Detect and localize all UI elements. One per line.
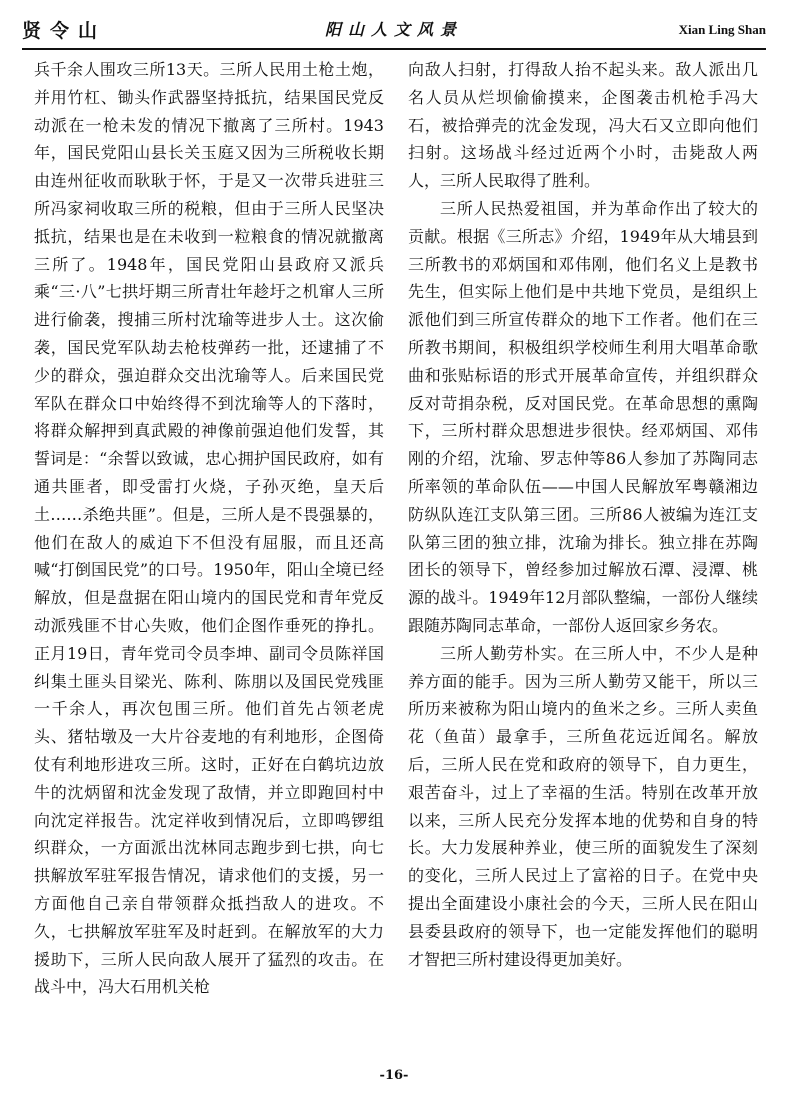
- header-rule: [22, 48, 766, 50]
- right-column: [408, 56, 758, 973]
- paragraph: 三所人民热爱祖国，并为革命作出了较大的贡献。根据《三所志》介绍，1949年从大埔县到三所教书的邓炳国和邓伟刚，他们名义上是教书先生，但实际上他们是中共地下党员，是组织上派他们到三所宣传群众的地下工作者。他们在三所教书期间，积极组织学校师生利用大唱革命歌曲和张贴标语的形式开展革命宣传，并组织群众反对苛捐杂税，反对国民党。在革命思想的熏陶下，三所村群众思想进步很快。经邓炳国、邓伟刚的介绍，沈瑜、罗志仲等86人参加了苏陶同志所率领的革命队伍——中国人民解放军粤赣湘边防纵队连江支队第三团。三所86人被编为连江支队第三团的独立排，沈瑜为排长。独立排在苏陶团长的领导下，曾经参加过解放石潭、浸潭、桃源的战斗。1949年12月部队整编，一部份人继续跟随苏陶同志革命，一部份人返回家乡务农。: [408, 198, 758, 635]
- running-header: [22, 8, 766, 42]
- paragraph: 兵千余人围攻三所13天。三所人民用土枪土炮，并用竹杠、锄头作武器坚持抵抗，结果国民党反动派在一枪未发的情况下撤离了三所村。1943年，国民党阳山县长关玉庭又因为三所税收长期由连州征收而耿耿于怀，于是又一次带兵进驻三所冯家祠收取三所的税粮，但由于三所人民坚决抵抗，结果也是在未收到一粒粮食的情况就撤离三所了。1948年，国民党阳山县政府又派兵乘“三·八”七拱圩期三所青壮年趁圩之机窜人三所进行偷袭，搜捕三所村沈瑜等进步人士。这次偷袭，国民党军队劫去枪枝弹药一批，还逮捕了不少的群众，强迫群众交出沈瑜等人。后来国民党军队在群众口中始终得不到沈瑜等人的下落时，将群众解押到真武殿的神像前强迫他们发誓，其誓词是：“余誓以致诚，忠心拥护国民政府，如有通共匪者，即受雷打火烧，子孙灭绝，皇天后土……杀绝共匪”。但是，三所人是不畏强暴的，他们在敌人的威迫下不但没有屈服，而且还高喊“打倒国民党”的口号。1950年，阳山全境已经解放，但是盘据在阳山境内的国民党和青年党反动派残匪不甘心失败，他们企图作垂死的挣扎。正月19日，青年党司令员李坤、副司令员陈祥国纠集土匪头目梁光、陈利、陈朋以及国民党残匪一千余人，再次包围三所。他们首先占领老虎头、猪牯墩及一大片谷麦地的有利地形，企图倚仗有利地形进攻三所。这时，正好在白鹤坑边放牛的沈炳留和沈金发现了敌情，并立即跑回村中向沈定祥报告。沈定祥收到情况后，立即鸣锣组织群众，一方面派出沈林同志跑步到七拱，向七拱解放军驻军报告情况，请求他们的支援，另一方面他自己亲自带领群众抵挡敌人的进攻。不久，七拱解放军驻军及时赶到。在解放军的大力援助下，三所人民向敌人展开了猛烈的攻击。在战斗中，冯大石用机关枪: [34, 60, 384, 997]
- paragraph: 向敌人扫射，打得敌人抬不起头来。敌人派出几名人员从烂坝偷偷摸来，企图袭击机枪手冯大石，被拾弹壳的沈金发现，冯大石又立即向他们扫射。这场战斗经过近两个小时，击毙敌人两人，三所人民取得了胜利。: [408, 60, 758, 191]
- left-column: [34, 56, 384, 1001]
- page-number: -16-: [379, 1068, 409, 1083]
- header-book-title: 贤令山: [22, 20, 107, 42]
- header-section-title: 阳山人文风景: [324, 20, 463, 39]
- header-latin-title: Xian Ling Shan: [678, 22, 766, 37]
- paragraph: 三所人勤劳朴实。在三所人中，不少人是种养方面的能手。因为三所人勤劳又能干，所以三所历来被称为阳山境内的鱼米之乡。三所人卖鱼花（鱼苗）最拿手，三所鱼花远近闻名。解放后，三所人民在党和政府的领导下，自力更生，艰苦奋斗，过上了幸福的生活。特别在改革开放以来，三所人民充分发挥本地的优势和自身的特长。大力发展种养业，使三所的面貌发生了深刻的变化，三所人民过上了富裕的日子。在党中央提出全面建设小康社会的今天，三所人民在阳山县委县政府的领导下，也一定能发挥他们的聪明才智把三所村建设得更加美好。: [408, 643, 758, 969]
